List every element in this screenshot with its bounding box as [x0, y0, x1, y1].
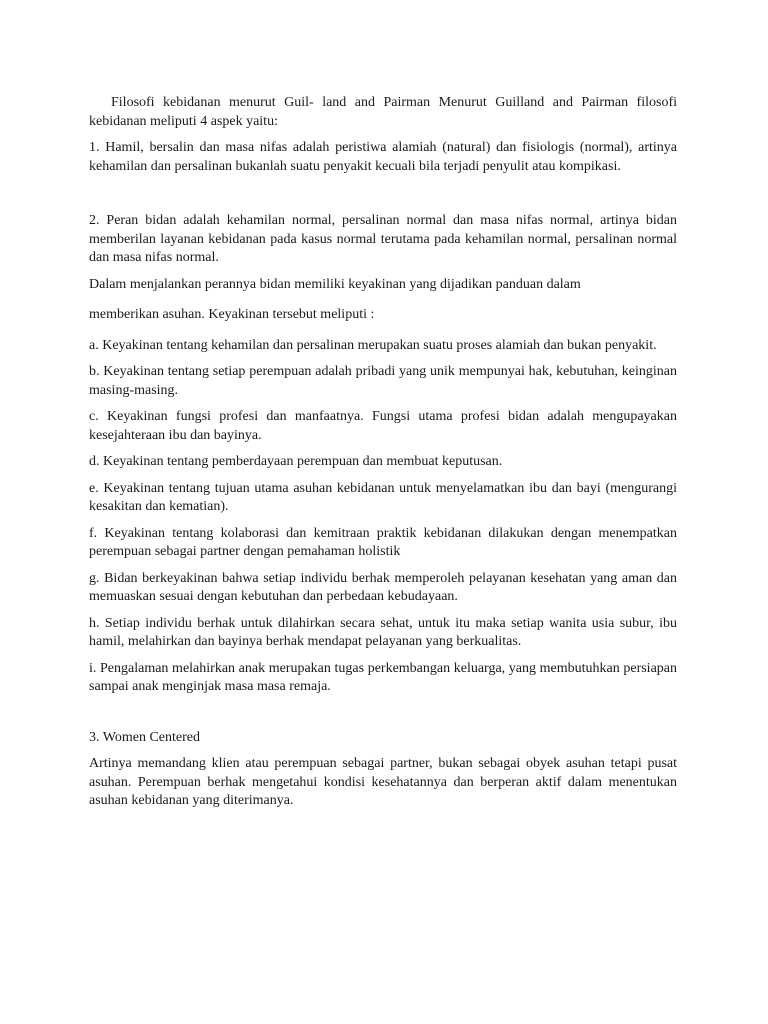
intro-paragraph: Filosofi kebidanan menurut Guil- land and Pairman Menurut Guilland and Pairman filosofi kebidanan meliputi 4 aspek yaitu: — [89, 95, 677, 129]
document-page — [89, 94, 677, 819]
belief-item-d: d. Keyakinan tentang pemberdayaan perempuan dan membuat keputusan. — [89, 454, 503, 469]
belief-item-g: g. Bidan berkeyakinan bahwa setiap individu berhak memperoleh pelayanan kesehatan yang aman dan memuaskan sesuai dengan kebutuhan dan perbedaan kebudayaan. — [89, 570, 677, 604]
point-3-paragraph: Artinya memandang klien atau perempuan sebagai partner, bukan sebagai obyek asuhan tetapi pusat asuhan. Perempuan berhak mengetahui kondisi kesehatannya dan berperan aktif dalam menentukan asuhan kebidanan yang diterimanya. — [89, 756, 677, 808]
belief-item-c: c. Keyakinan fungsi profesi dan manfaatnya. Fungsi utama profesi bidan adalah mengupayakan kesejahteraan ibu dan bayinya. — [89, 409, 677, 443]
beliefs-lead-line-1: Dalam menjalankan perannya bidan memiliki keyakinan yang dijadikan panduan dalam — [89, 276, 581, 292]
belief-item-f: f. Keyakinan tentang kolaborasi dan kemitraan praktik kebidanan dilakukan dengan menempatkan perempuan sebagai partner dengan pemahaman holistik — [89, 525, 677, 559]
belief-item-i: i. Pengalaman melahirkan anak merupakan tugas perkembangan keluarga, yang membutuhkan persiapan sampai anak menginjak masa masa remaja. — [89, 660, 677, 694]
point-3-heading: 3. Women Centered — [89, 729, 200, 745]
belief-item-h: h. Setiap individu berhak untuk dilahirkan secara sehat, untuk itu maka setiap wanita usia subur, ibu hamil, melahirkan dan bayinya berhak mendapat pelayanan yang berkualitas. — [89, 615, 677, 649]
belief-item-e: e. Keyakinan tentang tujuan utama asuhan kebidanan untuk menyelamatkan ibu dan bayi (mengurangi kesakitan dan kematian). — [89, 480, 677, 514]
point-2-paragraph: 2. Peran bidan adalah kehamilan normal, persalinan normal dan masa nifas normal, artinya bidan memberilan layanan kebidanan pada kasus normal terutama pada kehamilan normal, persalinan normal dan masa nifas normal. — [89, 213, 677, 265]
belief-item-a: a. Keyakinan tentang kehamilan dan persalinan merupakan suatu proses alamiah dan bukan penyakit. — [89, 337, 657, 353]
point-1-paragraph: 1. Hamil, bersalin dan masa nifas adalah peristiwa alamiah (natural) dan fisiologis (normal), artinya kehamilan dan persalinan bukanlah suatu penyakit kecuali bila terjadi penyulit atau kompikasi. — [89, 140, 677, 174]
belief-item-b: b. Keyakinan tentang setiap perempuan adalah pribadi yang unik mempunyai hak, kebutuhan, keinginan masing-masing. — [89, 364, 677, 398]
beliefs-lead-line-2: memberikan asuhan. Keyakinan tersebut meliputi : — [89, 307, 375, 322]
